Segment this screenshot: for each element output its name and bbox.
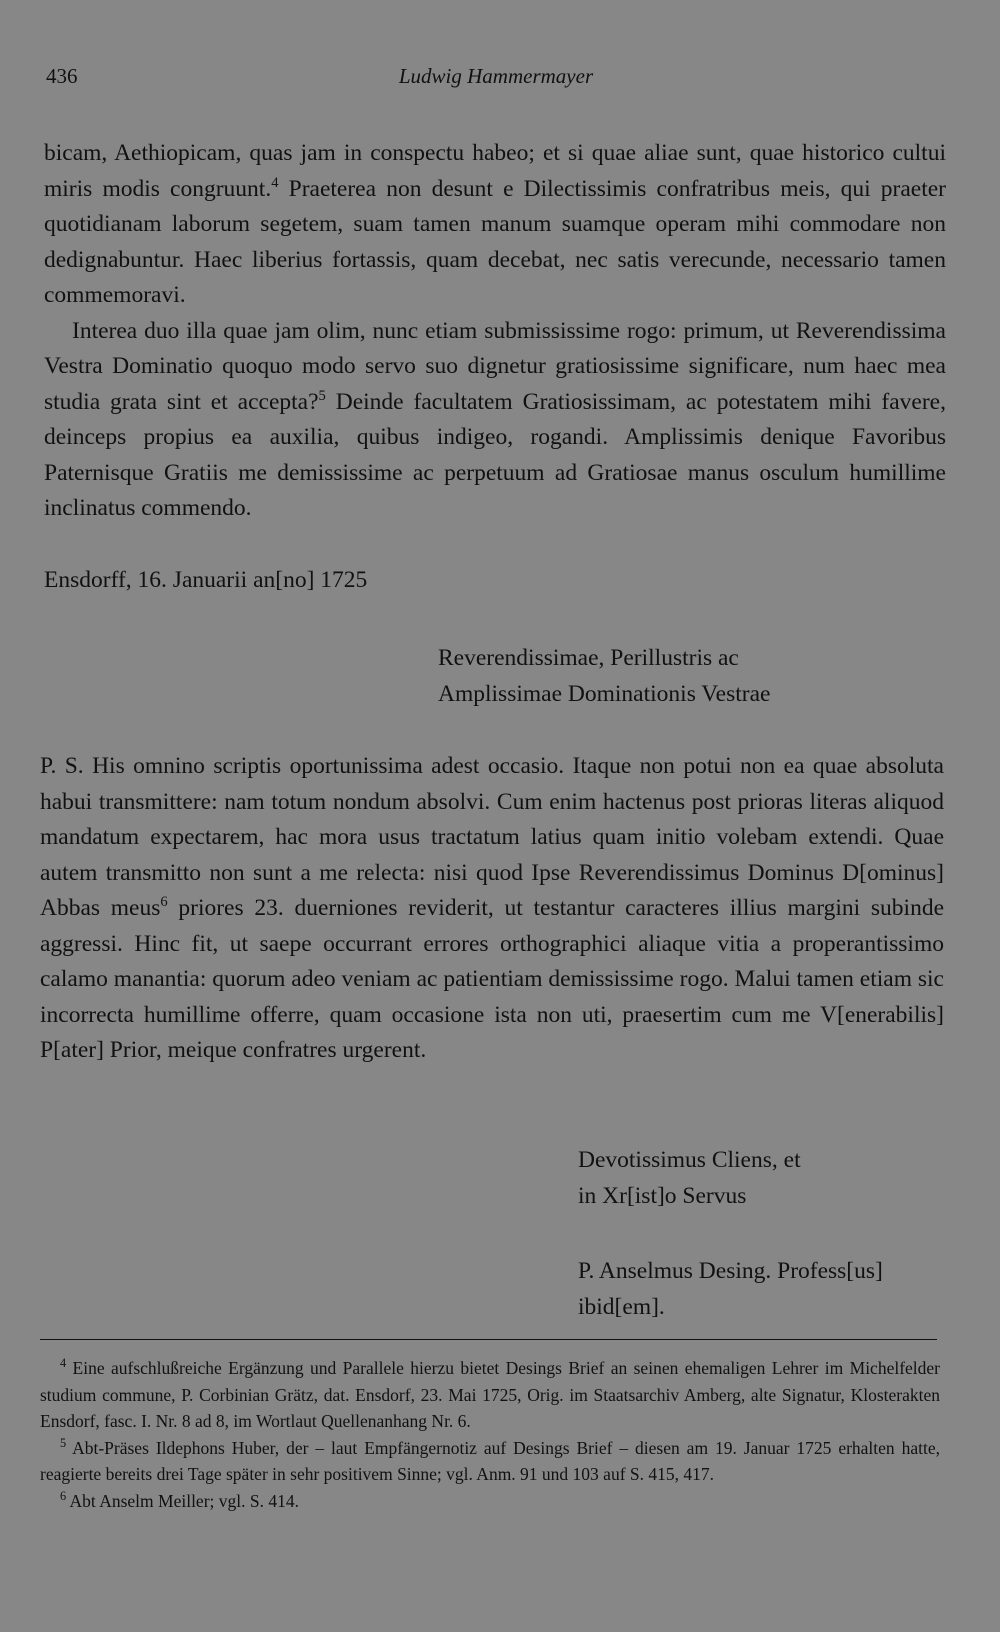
footnote-ref-4[interactable]: 4 <box>271 174 279 191</box>
running-head: Ludwig Hammermayer <box>398 64 594 88</box>
paragraph-2 <box>44 314 946 527</box>
footnote-text: Abt-Präses Ildephons Huber, der – laut Empfängernotiz auf Desings Brief – diesen am 19. Januar 1725 erhalten hatte, reagierte bereits drei Tage später in sehr positivem Sinne; vgl. Anm. 91 und 103 auf S. 415, 417. <box>40 1437 940 1484</box>
signature-line-2: ibid[em]. <box>578 1294 665 1320</box>
paragraph-1-text-a: bicam, Aethiopicam, quas jam in conspectu habeo; et si quae aliae sunt, quae historico cultui miris modis congruunt. <box>44 140 946 202</box>
page-number: 436 <box>46 64 78 88</box>
paragraph-2-text-b: Deinde facultatem Gratiosissimam, ac potestatem mihi favere, deinceps propius ea auxilia, quibus indigeo, rogandi. Amplissimis denique Favoribus Paternisque Gratiis me demississime ac perpetuum ad Gratiosae manus osculum humillime inclinatus commendo. <box>44 388 946 521</box>
footnote-text: Eine aufschlußreiche Ergänzung und Parallele hierzu bietet Desings Brief an seinen ehemaligen Lehrer im Michelfelder studium commune, P. Corbinian Grätz, dat. Ensdorf, 23. Mai 1725, Orig. im Staatsarchiv Amberg, alte Signatur, Klosterakten Ensdorf, fasc. I. Nr. 8 ad 8, im Wortlaut Quellenanhang Nr. 6. <box>40 1358 941 1431</box>
date-line: Ensdorff, 16. Januarii an[no] 1725 <box>44 567 368 593</box>
footnote-4 <box>40 1355 940 1435</box>
footnote-ref-6[interactable]: 6 <box>160 894 168 911</box>
footnote-5 <box>40 1435 940 1488</box>
signature <box>578 1253 883 1325</box>
letter-body <box>44 136 946 527</box>
postscript-text-b: priores 23. duerniones reviderit, ut testantur caracteres illius margini subinde aggressi. Hinc fit, ut saepe occurrant errores orthographici aliaque vitia a properantissimo calamo manantia: quorum adeo veniam ac patientiam demississime rogo. Malui tamen etiam sic incorrecta humillime offerre, quam occasione ista non uti, praesertim cum me V[enerabilis] P[ater] Prior, meique confratres urgerent. <box>40 895 944 1063</box>
paragraph-1 <box>44 136 946 314</box>
footnote-ref-5[interactable]: 5 <box>318 387 326 404</box>
footnote-text: Abt Anselm Meiller; vgl. S. 414. <box>69 1490 299 1511</box>
page-header <box>46 64 946 100</box>
paragraph-1-text-b: Praeterea non desunt e Dilectissimis confratribus meis, qui praeter quotidianam laborum segetem, suam tamen manum suamque operam mihi commodare non dedignabuntur. Haec liberius fortassis, quam decebat, nec satis verecunde, necessario tamen commemoravi. <box>44 175 947 308</box>
footnote-6 <box>40 1488 940 1515</box>
postscript <box>40 749 944 1069</box>
closing-formula <box>578 1142 801 1214</box>
footnote-divider <box>40 1339 937 1340</box>
footnote-number: 4 <box>60 1356 67 1371</box>
closing-salutation <box>438 640 770 712</box>
signature-line-1: P. Anselmus Desing. Profess[us] <box>578 1258 883 1284</box>
paragraph-2-text-a: Interea duo illa quae jam olim, nunc etiam submississime rogo: primum, ut Reverendissima Vestra Dominatio quoquo modo servo suo dignetur gratiosissime significare, num haec mea studia grata sint et accepta? <box>44 317 946 415</box>
postscript-text-a: P. S. His omnino scriptis oportunissima adest occasio. Itaque non potui non ea quae absoluta habui transmittere: nam totum nondum absolvi. Cum enim hactenus post prioras literas aliquod mandatum expectarem, hac mora usus tractatum latius quam initio volebam extendi. Quae autem transmitto non sunt a me relecta: nisi quod Ipse Reverendissimus Dominus D[ominus] Abbas meus <box>40 753 944 921</box>
closing-salutation-line-2: Amplissimae Dominationis Vestrae <box>438 681 771 707</box>
closing-formula-line-1: Devotissimus Cliens, et <box>578 1147 801 1173</box>
footnotes <box>40 1355 940 1514</box>
closing-salutation-line-1: Reverendissimae, Perillustris ac <box>438 645 739 671</box>
footnote-number: 5 <box>60 1435 67 1450</box>
closing-formula-line-2: in Xr[ist]o Servus <box>578 1183 747 1209</box>
postscript-paragraph <box>40 749 944 1069</box>
footnote-number: 6 <box>60 1488 67 1503</box>
